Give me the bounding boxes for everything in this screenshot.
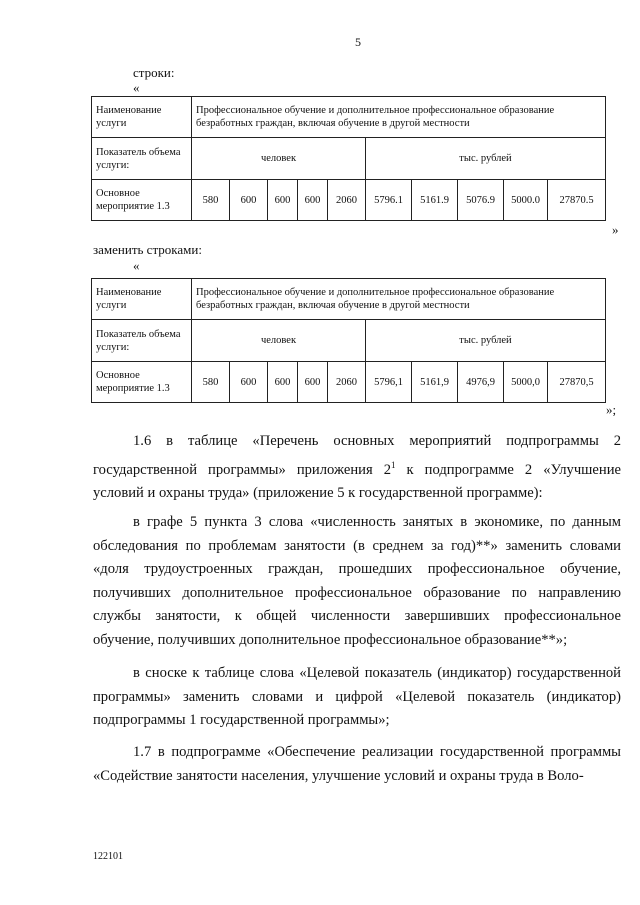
paragraph-text: 1.6 в таблице «Перечень основных мероприятий подпрограммы 2 государственной программы» приложения 2: [93, 433, 621, 478]
value-cell: 5076.9: [458, 180, 504, 221]
volume-indicator-label: Показатель объема услуги:: [92, 138, 192, 180]
paragraph-column5: в графе 5 пункта 3 слова «численность занятых в экономике, по данным обследования по проблемам занятости (в среднем за год)**» заменить словами «доля трудоустроенных граждан, прошедших профессиональное обучение, получивших дополнительное профессиональное образование по направлению службы занятости, к общей численности завершивших профессиональное обучение, получивших дополнительное профессиональное образование**»;: [93, 514, 621, 648]
open-quote: «: [133, 80, 140, 95]
volume-indicator-label: Показатель объема услуги:: [92, 320, 192, 362]
unit-rubles: тыс. рублей: [366, 138, 606, 180]
value-cell: 600: [230, 362, 268, 403]
section-intro-replace: заменить строками:: [93, 242, 202, 257]
main-activity-label: Основное мероприятие 1.3: [92, 362, 192, 403]
value-cell: 2060: [328, 180, 366, 221]
unit-people: человек: [192, 138, 366, 180]
open-quote: «: [133, 258, 140, 273]
value-cell: 5796,1: [366, 362, 412, 403]
close-quote: »: [612, 222, 619, 237]
paragraph-text: к подпрограмме 2 «Улучшение условий и охраны труда» (приложение 5 к государственной программе):: [93, 461, 621, 501]
value-cell: 580: [192, 180, 230, 221]
value-cell: 2060: [328, 362, 366, 403]
value-cell: 600: [268, 362, 298, 403]
services-table-old: [91, 96, 606, 221]
service-name-value: Профессиональное обучение и дополнительное профессиональное образование безработных граждан, включая обучение в другой местности: [192, 97, 606, 138]
value-cell: 580: [192, 362, 230, 403]
section-intro-lines: строки:: [133, 65, 175, 80]
superscript: 1: [391, 459, 396, 470]
value-cell: 5161.9: [412, 180, 458, 221]
unit-people: человек: [192, 320, 366, 362]
service-name-value: Профессиональное обучение и дополнительное профессиональное образование безработных граждан, включая обучение в другой местности: [192, 279, 606, 320]
value-cell: 4976,9: [458, 362, 504, 403]
value-cell: 600: [298, 362, 328, 403]
unit-rubles: тыс. рублей: [366, 320, 606, 362]
service-name-label: Наименование услуги: [92, 279, 192, 320]
page-number: 5: [355, 35, 361, 49]
document-number: 122101: [93, 851, 123, 862]
value-cell: 5000.0: [504, 180, 548, 221]
value-cell: 600: [230, 180, 268, 221]
value-cell: 5796.1: [366, 180, 412, 221]
value-cell: 600: [268, 180, 298, 221]
paragraph-footnote: в сноске к таблице слова «Целевой показатель (индикатор) государственной программы» заменить словами и цифрой «Целевой показатель (индикатор) подпрограммы 1 государственной программы»;: [93, 665, 621, 728]
value-cell: 27870,5: [548, 362, 606, 403]
value-cell: 5161,9: [412, 362, 458, 403]
value-cell: 5000,0: [504, 362, 548, 403]
main-activity-label: Основное мероприятие 1.3: [92, 180, 192, 221]
services-table-new: [91, 278, 606, 403]
paragraph-1-6: [93, 430, 621, 505]
value-cell: 27870.5: [548, 180, 606, 221]
close-quote: »;: [606, 402, 617, 417]
service-name-label: Наименование услуги: [92, 97, 192, 138]
paragraph-1-7: 1.7 в подпрограмме «Обеспечение реализации государственной программы «Содействие занятости населения, улучшение условий и охраны труда в Воло-: [93, 744, 621, 784]
value-cell: 600: [298, 180, 328, 221]
